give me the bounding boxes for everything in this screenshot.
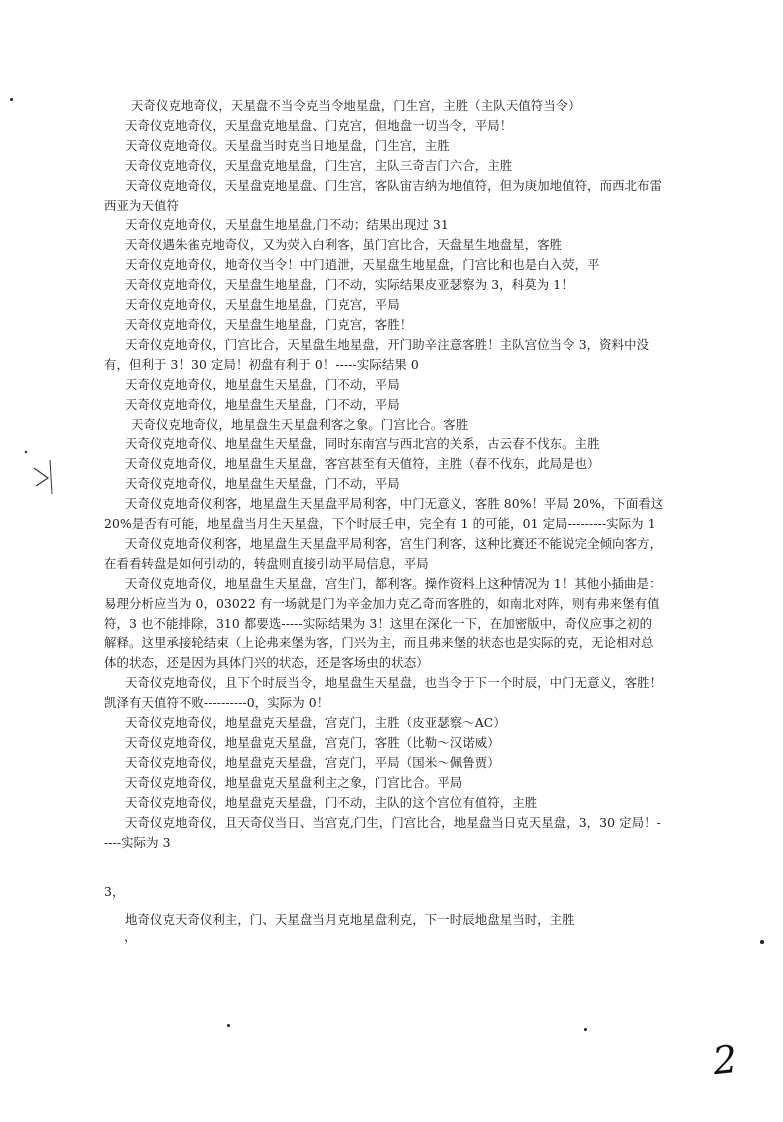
text-line: 天奇仪克地奇仪。天星盘当时克当日地星盘，门生宫，主胜	[125, 137, 450, 153]
section-number: 3，	[104, 884, 125, 900]
text-line: 天奇仪克地奇仪，地星盘生天星盘，宫生门，都利客。操作资料上这种情况为 1！其他小插曲是：易理分析应当为 0，03022 有一场就是门为辛金加力克乙奇而客胜的，如南北对阵，则有弗来堡有值符，3 也不能排除，310 都要选-----实际结果为 3！这里在深化一下，在加密版中，奇仪应事之初的解释。这里承接轮结束（上论弗来堡为客，门兴为主，而且弗来堡的状态也是实际的克，无论相对总体的状态，还是因为具体门兴的状态，还是客场虫的状态）	[104, 575, 662, 671]
speck	[227, 1024, 230, 1027]
text-line: 天奇仪克地奇仪，天星盘生地星盘,门不动；结果出现过 31	[125, 217, 449, 233]
text-line: 天奇仪遇朱雀克地奇仪，又为荧入白利客，虽门宫比合，天盘星生地盘星，客胜	[125, 237, 563, 253]
text-line: 天奇仪克地奇仪，地星盘克天星盘利主之象，门宫比合。平局	[125, 774, 463, 790]
text-line: 天奇仪克地奇仪，地星盘克天星盘，宫克门，客胜（比勒～汉诺威）	[125, 735, 500, 750]
text-line: 天奇仪克地奇仪，地星盘克天星盘，门不动，主队的这个宫位有值符，主胜	[125, 794, 538, 810]
text-line: 天奇仪克地奇仪，门宫比合，天星盘生地星盘，开门助辛注意客胜！主队宫位当令 3，资料中没有，但利于 3！30 定局！初盘有利于 0！-----实际结果 0	[104, 336, 650, 372]
text-line: 天奇仪克地奇仪，天星盘克地星盘，门生宫，主队三奇吉门六合，主胜	[125, 157, 513, 173]
margin-scribble-icon	[20, 450, 60, 500]
document-body	[104, 96, 664, 930]
text-line: 天奇仪克地奇仪，地星盘生天星盘，门不动，平局	[125, 396, 400, 412]
text-line: 天奇仪克地奇仪，地星盘克天星盘，宫克门，平局（国米～佩鲁贾）	[125, 754, 500, 770]
text-line: 天奇仪克地奇仪，天星盘生地星盘，门克宫，客胜！	[125, 316, 413, 332]
text-line: 天奇仪克地奇仪，天星盘生地星盘，门克宫，平局	[125, 297, 400, 313]
section-gap	[104, 902, 664, 910]
text-line: 天奇仪克地奇仪利客，地星盘生天星盘平局利客，中门无意义，客胜 80%！平局 20%，下面看这 20%是否有可能，地星盘当月生天星盘，下个时辰壬申，完全有 1 的可能，01 定局---------实际为 1	[104, 496, 664, 532]
text-line: 天奇仪克地奇仪，天星盘不当令克当令地星盘，门生宫，主胜（主队天值符当令）	[131, 98, 581, 113]
text-line: 天奇仪克地奇仪，地星盘生天星盘，门不动，平局	[125, 476, 400, 492]
text-line: 天奇仪克地奇仪，地星盘生天星盘利客之象。门宫比合。客胜	[131, 416, 469, 432]
text-line: 天奇仪克地奇仪，天星盘克地星盘、门生宫，客队宙吉纳为地值符，但为庚加地值符，而西北布雷西亚为天值符	[104, 177, 663, 213]
text-line: 天奇仪克地奇仪、地星盘生天星盘，同时东南宫与西北宫的关系，古云春不伐东。主胜	[125, 436, 600, 452]
section-gap	[104, 852, 664, 882]
text-line: 天奇仪克地奇仪，地奇仪当令！中门逍泄，天星盘生地星盘，门宫比和也是白入荧，平	[125, 257, 600, 273]
text-line: 天奇仪克地奇仪，天星盘生地星盘，门不动，实际结果皮亚瑟察为 3，科莫为 1！	[125, 277, 574, 293]
text-line: 天奇仪克地奇仪，且天奇仪当日、当宫克,门生，门宫比合，地星盘当日克天星盘，3，30 定局！-----实际为 3	[104, 814, 661, 850]
stray-comma: ，	[124, 930, 138, 945]
page-number: 2	[710, 1036, 740, 1084]
text-line: 天奇仪克地奇仪利客，地星盘生天星盘平局利客，宫生门利客，这种比赛还不能说完全倾向客方，在看看转盘是如何引动的，转盘则直接引动平局信息，平局	[104, 535, 663, 571]
speck	[584, 1028, 587, 1031]
text-line: 天奇仪克地奇仪，地星盘生天星盘，门不动，平局	[125, 376, 400, 392]
text-line: 天奇仪克地奇仪，且下个时辰当令，地星盘生天星盘，也当令于下一个时辰，中门无意义，客胜！凯泽有天值符不败----------0，实际为 0！	[104, 675, 663, 711]
text-line: 天奇仪克地奇仪，天星盘克地星盘、门克宫，但地盘一切当令，平局！	[125, 117, 513, 133]
section-line: 地奇仪克天奇仪利主，门、天星盘当月克地星盘利克，下一时辰地盘星当时，主胜	[125, 912, 575, 928]
speck	[760, 940, 764, 944]
text-line: 天奇仪克地奇仪，地星盘克天星盘，宫克门，主胜（皮亚瑟察～AC）	[125, 715, 506, 731]
speck	[10, 98, 13, 101]
text-line: 天奇仪克地奇仪，地星盘生天星盘，客宫甚至有天值符，主胜（春不伐东，此局是也）	[125, 456, 600, 472]
